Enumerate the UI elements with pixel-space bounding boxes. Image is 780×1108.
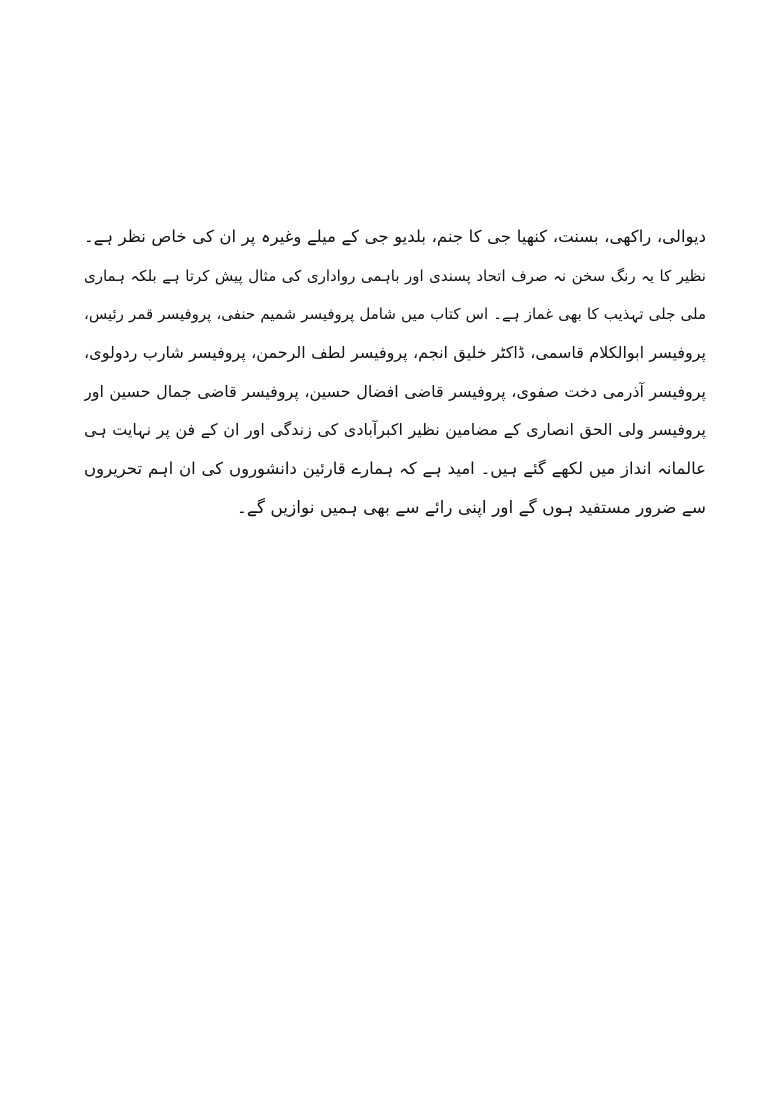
- paragraph-line-7: عالمانہ انداز میں لکھے گئے ہیں۔ امید ہے کہ ہمارے قارئین دانشوروں کی ان اہم تحریروں: [84, 459, 706, 479]
- paragraph-line-1: دیوالی، راکھی، بسنت، کنھیا جی کا جنم، بلدیو جی کے میلے وغیرہ پر ان کی خاص نظر ہے۔: [84, 227, 706, 246]
- paragraph-line-5: پروفیسر آذرمی دخت صفوی، پروفیسر قاضی افضال حسین، پروفیسر قاضی جمال حسین اور: [84, 381, 706, 401]
- paragraph-line-4: پروفیسر ابوالکلام قاسمی، ڈاکٹر خلیق انجم، پروفیسر لطف الرحمن، پروفیسر شارب ردولوی،: [84, 343, 706, 363]
- paragraph-line-2: نظیر کا یہ رنگ سخن نہ صرف اتحاد پسندی اور باہمی رواداری کی مثال پیش کرتا ہے بلکہ ہماری: [84, 266, 706, 285]
- paragraph-line-3: ملی جلی تہذیب کا بھی غماز ہے۔ اس کتاب میں شامل پروفیسر شمیم حنفی، پروفیسر قمر رئیس،: [84, 305, 706, 324]
- urdu-paragraph: [84, 218, 706, 528]
- paragraph-line-8: سے ضرور مستفید ہوں گے اور اپنی رائے سے بھی ہمیں نوازیں گے۔: [236, 497, 706, 518]
- paragraph-line-6: پروفیسر ولی الحق انصاری کے مضامین نظیر اکبرآبادی کی زندگی اور ان کے فن پر نہایت ہی: [84, 420, 706, 440]
